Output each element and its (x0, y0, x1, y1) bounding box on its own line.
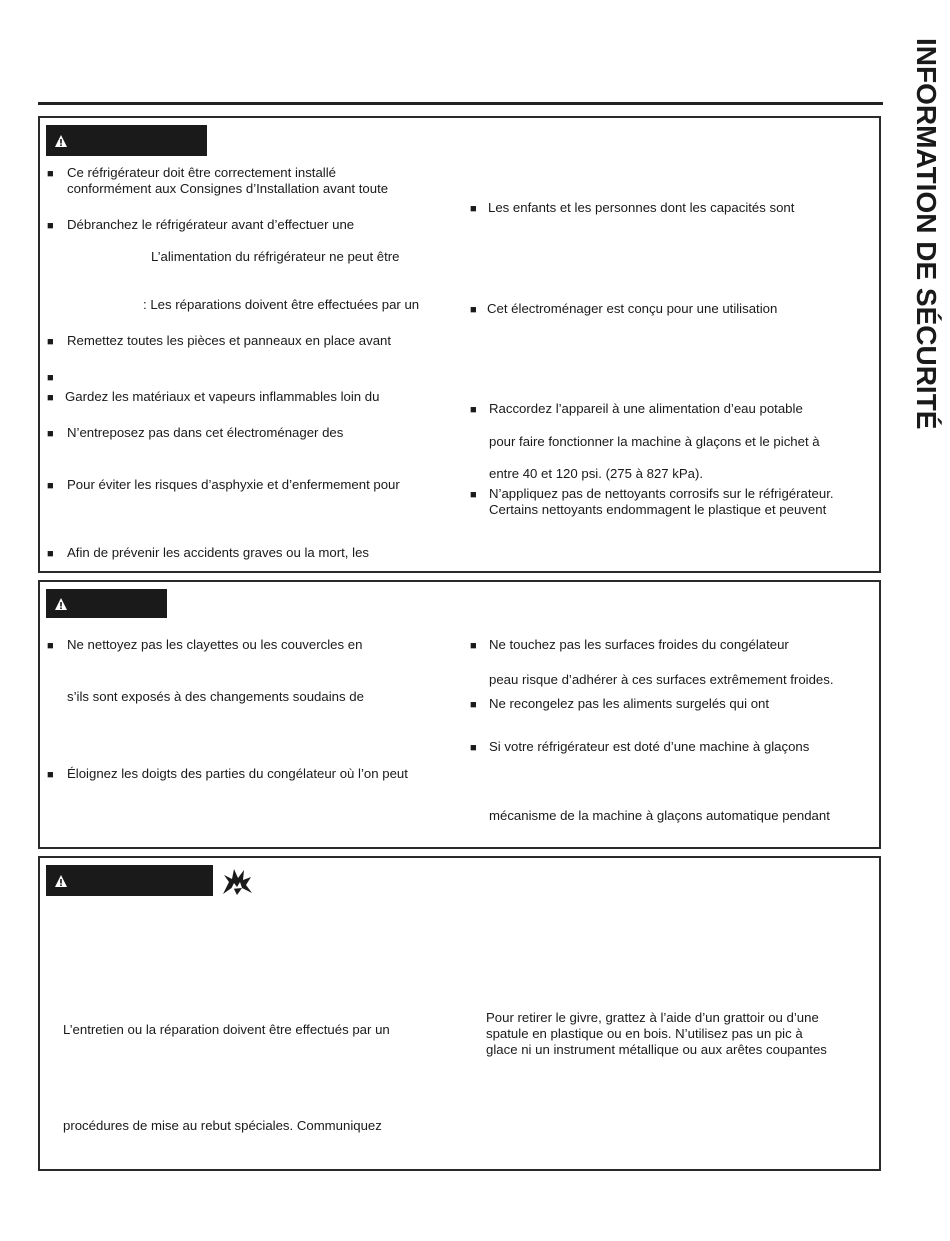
text-line: conformément aux Consignes d’Installation avant toute (67, 181, 389, 196)
square-bullet-icon: ■ (47, 480, 54, 492)
text-line: Ne recongelez pas les aliments surgelés qui ont (489, 696, 770, 711)
square-bullet-icon: ■ (47, 372, 54, 384)
text-line: Gardez les matériaux et vapeurs inflammables loin du (65, 389, 380, 404)
square-bullet-icon: ■ (47, 220, 54, 232)
top-rule (38, 102, 883, 105)
text-line: Cet électroménager est conçu pour une utilisation (487, 301, 778, 316)
square-bullet-icon: ■ (470, 742, 477, 754)
text-line: mécanisme de la machine à glaçons automatique pendant (489, 808, 830, 823)
text-line: spatule en plastique ou en bois. N’utilisez pas un pic à (486, 1026, 803, 1041)
square-bullet-icon: ■ (47, 428, 54, 440)
text-line: peau risque d’adhérer à ces surfaces extrêmement froides. (489, 672, 834, 687)
square-bullet-icon: ■ (47, 392, 54, 404)
text-line: Pour éviter les risques d’asphyxie et d’enfermement pour (67, 477, 400, 492)
caution-badge (46, 589, 167, 618)
text-line: Si votre réfrigérateur est doté d’une machine à glaçons (489, 739, 810, 754)
text-line: L’alimentation du réfrigérateur ne peut être (151, 249, 400, 264)
square-bullet-icon: ■ (470, 489, 477, 501)
text-line: entre 40 et 120 psi. (275 à 827 kPa). (489, 466, 704, 481)
square-bullet-icon: ■ (470, 203, 477, 215)
text-line: N’appliquez pas de nettoyants corrosifs sur le réfrigérateur. (489, 486, 834, 501)
text-line: Certains nettoyants endommagent le plastique et peuvent (489, 502, 827, 517)
text-line: pour faire fonctionner la machine à glaçons et le pichet à (489, 434, 820, 449)
text-line: Ne touchez pas les surfaces froides du congélateur (489, 637, 789, 652)
text-line: Éloignez les doigts des parties du congélateur où l’on peut (67, 766, 408, 781)
side-title: INFORMATION DE SÉCURITÉ (911, 38, 942, 430)
text-line: Débranchez le réfrigérateur avant d’effectuer une (67, 217, 355, 232)
text-line: : Les réparations doivent être effectuées par un (143, 297, 420, 312)
explosion-icon (220, 866, 254, 896)
square-bullet-icon: ■ (47, 769, 54, 781)
square-bullet-icon: ■ (47, 168, 54, 180)
text-line: procédures de mise au rebut spéciales. Communiquez (63, 1118, 382, 1133)
square-bullet-icon: ■ (47, 640, 54, 652)
text-line: Ce réfrigérateur doit être correctement installé (67, 165, 336, 180)
text-line: Les enfants et les personnes dont les capacités sont (488, 200, 795, 215)
square-bullet-icon: ■ (470, 640, 477, 652)
text-line: L’entretien ou la réparation doivent être effectués par un (63, 1022, 390, 1037)
text-line: glace ni un instrument métallique ou aux arêtes coupantes (486, 1042, 827, 1057)
warning-badge (46, 125, 207, 156)
text-line: Remettez toutes les pièces et panneaux en place avant (67, 333, 392, 348)
warning-triangle-icon (54, 134, 68, 148)
text-line: Ne nettoyez pas les clayettes ou les couvercles en (67, 637, 363, 652)
square-bullet-icon: ■ (470, 404, 477, 416)
text-line: Pour retirer le givre, grattez à l’aide d’un grattoir ou d’une (486, 1010, 819, 1025)
warning-badge (46, 865, 213, 896)
square-bullet-icon: ■ (470, 304, 477, 316)
text-line: Raccordez l’appareil à une alimentation d’eau potable (489, 401, 803, 416)
warning-triangle-icon (54, 597, 68, 611)
text-line: N’entreposez pas dans cet électroménager des (67, 425, 344, 440)
warning-triangle-icon (54, 874, 68, 888)
text-line: Afin de prévenir les accidents graves ou la mort, les (67, 545, 369, 560)
square-bullet-icon: ■ (47, 548, 54, 560)
square-bullet-icon: ■ (470, 699, 477, 711)
square-bullet-icon: ■ (47, 336, 54, 348)
text-line: s’ils sont exposés à des changements soudains de (67, 689, 364, 704)
